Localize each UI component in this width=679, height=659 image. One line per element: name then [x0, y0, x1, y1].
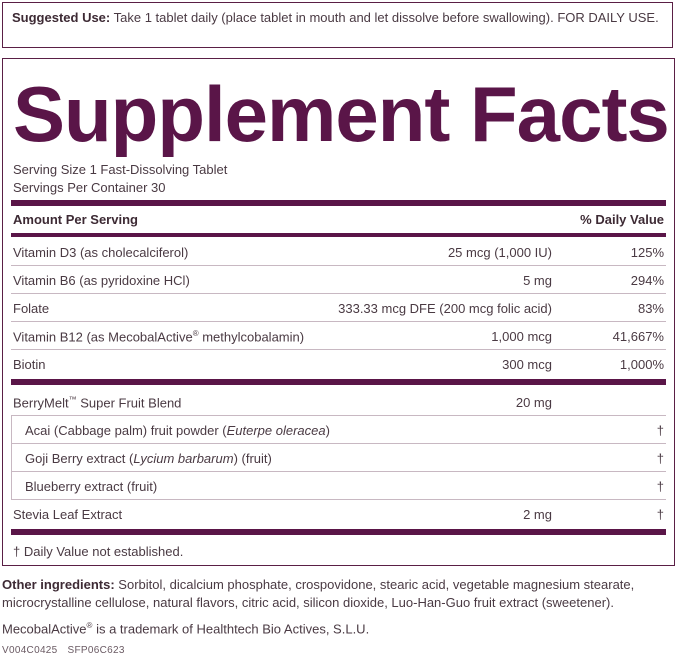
blend-item-dv: †	[656, 479, 664, 494]
nutrient-amount: 300 mcg	[502, 357, 552, 372]
other-ingredients-label: Other ingredients:	[2, 577, 115, 592]
nutrient-row	[11, 266, 666, 294]
nutrient-row	[11, 322, 666, 350]
footnote: † Daily Value not established.	[13, 544, 184, 559]
blend-item-dv: †	[656, 451, 664, 466]
code: SFP06C623	[67, 645, 125, 656]
servings-per-container: Servings Per Container 30	[13, 180, 166, 195]
nutrient-dv: 125%	[630, 245, 664, 260]
blend-item-row	[11, 416, 666, 444]
nutrient-name: Biotin	[13, 357, 46, 372]
thick-divider	[11, 379, 666, 385]
nutrient-amount: 333.33 mcg DFE (200 mcg folic acid)	[338, 301, 552, 316]
nutrient-dv: 294%	[630, 273, 664, 288]
nutrient-row	[11, 238, 666, 266]
nutrient-dv: 41,667%	[612, 329, 664, 344]
supplement-facts-panel	[2, 58, 675, 566]
suggested-use-box	[2, 2, 673, 48]
nutrient-dv: 83%	[637, 301, 664, 316]
blend-item-name: Acai (Cabbage palm) fruit powder (Euterpe oleracea)	[25, 423, 330, 438]
nutrient-name: Vitamin B12 (as MecobalActive® methylcobalamin)	[13, 329, 305, 345]
stevia-row	[11, 500, 666, 528]
amount-per-serving-header: Amount Per Serving	[13, 212, 138, 227]
code: V004C0425	[2, 645, 58, 656]
blend-name: BerryMelt™ Super Fruit Blend	[13, 395, 182, 411]
panel-title: Supplement Facts	[13, 70, 669, 158]
nutrient-amount: 1,000 mcg	[491, 329, 552, 344]
daily-value-header: % Daily Value	[580, 212, 664, 227]
blend-amount: 20 mg	[515, 395, 552, 410]
trademark-note: MecobalActive® is a trademark of Healthtech Bio Actives, S.L.U.	[2, 621, 370, 637]
blend-item-row	[11, 444, 666, 472]
nutrient-amount: 25 mcg (1,000 IU)	[447, 245, 552, 260]
other-ingredients-text: Sorbitol, dicalcium phosphate, crospovidone, stearic acid, vegetable magnesium stearate, microcrystalline cellulose, natural flavors, citric acid, silicon dioxide, Luo-Han-Guo fruit extract (sweetener).	[2, 577, 635, 610]
blend-row	[11, 388, 666, 416]
suggested-use-text: Take 1 tablet daily (place tablet in mouth and let dissolve before swallowing). FOR DAILY USE.	[110, 10, 659, 25]
nutrient-name: Folate	[13, 301, 50, 316]
nutrient-row	[11, 350, 666, 378]
blend-item-dv: †	[656, 423, 664, 438]
product-codes	[2, 645, 135, 656]
blend-item-name: Goji Berry extract (Lycium barbarum) (fruit)	[25, 451, 272, 466]
thick-divider	[11, 529, 666, 535]
serving-size: Serving Size 1 Fast-Dissolving Tablet	[13, 162, 228, 177]
blend-item-name: Blueberry extract (fruit)	[25, 479, 158, 494]
stevia-dv: †	[656, 507, 664, 522]
nutrient-row	[11, 294, 666, 322]
blend-item-row	[11, 472, 666, 500]
stevia-name: Stevia Leaf Extract	[13, 507, 123, 522]
header-divider	[11, 233, 666, 237]
stevia-amount: 2 mg	[523, 507, 552, 522]
nutrient-amount: 5 mg	[523, 273, 552, 288]
suggested-use-label: Suggested Use:	[12, 10, 111, 25]
thick-divider	[11, 200, 666, 206]
nutrient-dv: 1,000%	[619, 357, 664, 372]
other-ingredients	[2, 576, 676, 612]
nutrient-name: Vitamin D3 (as cholecalciferol)	[13, 245, 189, 260]
nutrient-name: Vitamin B6 (as pyridoxine HCl)	[13, 273, 190, 288]
